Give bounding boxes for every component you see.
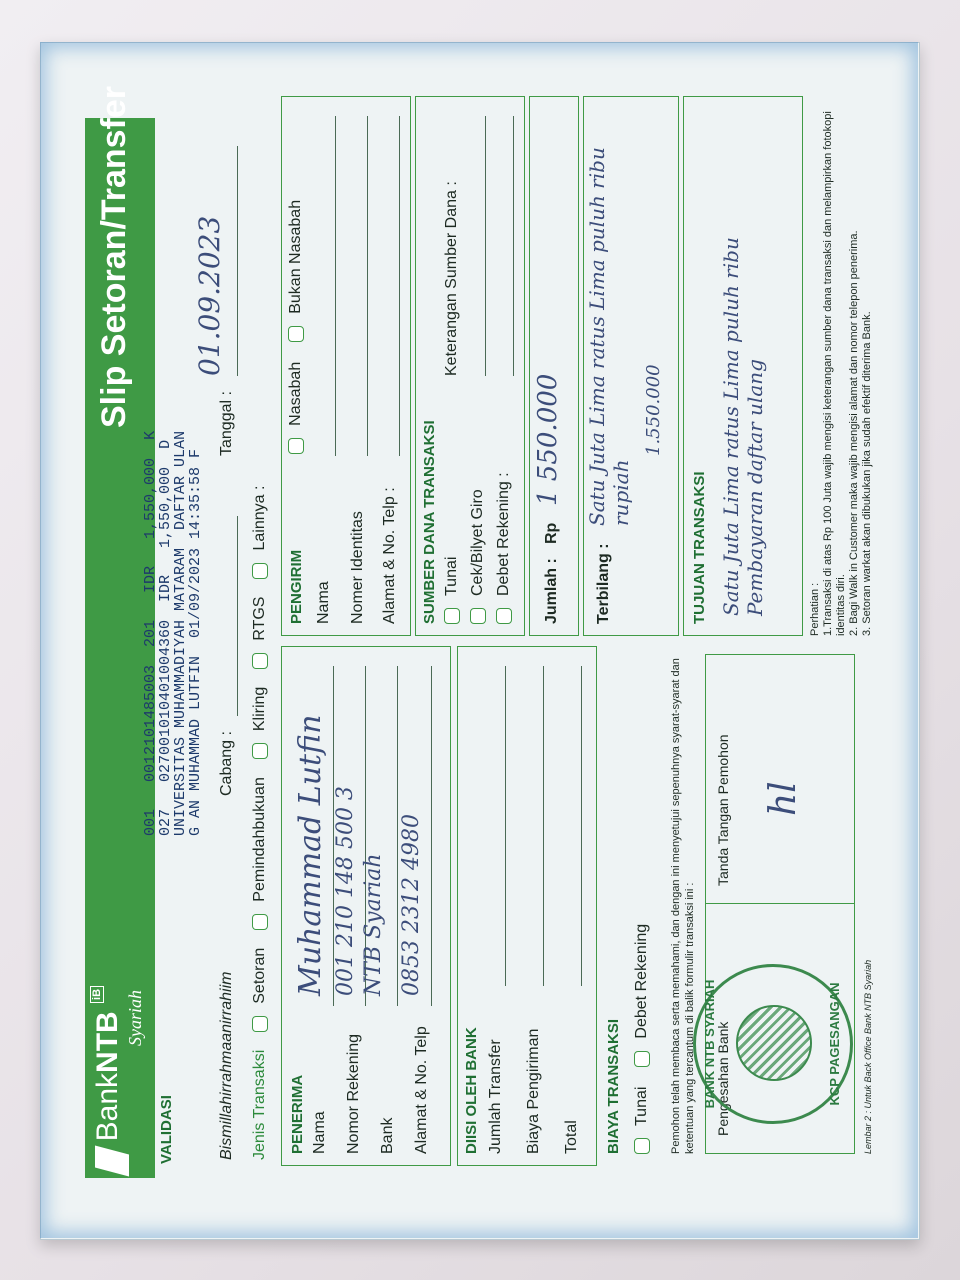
nasabah-label: Nasabah	[287, 361, 304, 426]
bank-sub: Syariah	[125, 990, 145, 1046]
biaya-debet-checkbox[interactable]	[634, 1051, 650, 1067]
tanda-tangan-label: Tanda Tangan Pemohon	[715, 734, 731, 886]
pernyataan-text: Pemohon telah membaca serta memahami, dan dengan ini menyetujui sepenuhnya syarat-syarat dan ketentuan yang tercantum di balik formulir transaksi ini :	[670, 658, 696, 1154]
perhatian-item: 1.Transaksi di atas Rp 100 Juta wajib mengisi keterangan sumber dana transaksi dan melampirkan fotokopi identitas diri.	[822, 111, 847, 636]
cabang-label: Cabang :	[218, 731, 235, 796]
line	[367, 116, 368, 456]
perhatian-item: 3. Setoran warkat akan dibukukan jika sudah efektif diterima Bank.	[861, 311, 873, 636]
pengirim-title: PENGIRIM	[287, 549, 305, 624]
line	[581, 666, 582, 986]
pengirim-identitas-label: Nomer Identitas	[349, 511, 366, 624]
penerima-rek-label: Nomor Rekening	[345, 1033, 362, 1154]
pengesahan-label: Pengesahan Bank	[715, 1021, 731, 1136]
biaya-debet-label: Debet Rekening	[633, 923, 650, 1039]
line	[543, 666, 544, 986]
line	[485, 116, 486, 376]
jumlah-label: Jumlah :	[543, 558, 560, 624]
bank-seal	[693, 964, 853, 1124]
bank-name-2: NTB	[91, 1011, 124, 1073]
perhatian-item: 2. Bagi Walk in Customer maka wajib mengisi alamat dan nomor telepon penerima.	[848, 230, 860, 636]
lainnya-label: Lainnya :	[251, 485, 268, 551]
bank-name-1: Bank	[91, 1072, 124, 1142]
sumber-dana-title: SUMBER DANA TRANSAKSI	[421, 420, 438, 624]
jenis-label: Jenis Transaksi	[251, 1049, 268, 1160]
jumlah-value: 1 550.000	[533, 373, 563, 506]
lainnya-checkbox[interactable]	[252, 563, 268, 579]
tujuan-title: TUJUAN TRANSAKSI	[691, 471, 708, 624]
line	[399, 116, 400, 456]
jumlah-transfer-label: Jumlah Transfer	[487, 1039, 504, 1154]
tunai-checkbox[interactable]	[444, 608, 460, 624]
stamp-line: 027 027001010401004360 IDR 1,550,000 D	[157, 439, 174, 836]
pengirim-alamat-label: Alamat & No. Telp :	[381, 487, 398, 624]
stamp-line: UNIVERSITAS MUHAMMADIYAH MATARAM DAFTAR ULAN	[172, 430, 189, 836]
perhatian-block	[809, 96, 874, 636]
kliring-checkbox[interactable]	[252, 743, 268, 759]
penerima-nama-value: Muhammad Lutfin	[293, 714, 328, 996]
kliring-label: Kliring	[251, 686, 268, 732]
penerima-alamat-label: Alamat & No. Telp	[413, 1026, 430, 1154]
penerima-bank-label: Bank	[379, 1117, 396, 1154]
penerima-rek-value: 001 210 148 500 3	[333, 786, 358, 996]
signature: hl	[763, 781, 804, 816]
terbilang-label: Terbilang :	[595, 543, 612, 624]
signature-divider	[705, 903, 855, 904]
pengirim-nama-label: Nama	[315, 581, 332, 624]
biaya-tunai-checkbox[interactable]	[634, 1138, 650, 1154]
stamp-line: 001 0012101485003 201 IDR 1,550,000 K	[142, 430, 159, 836]
line	[335, 116, 336, 456]
line	[513, 116, 514, 376]
penerima-title: PENERIMA	[289, 1074, 306, 1154]
terbilang-value2: 1.550.000	[643, 364, 664, 456]
pemindahbukuan-label: Pemindahbukuan	[251, 777, 268, 902]
terbilang-value: Satu Juta Lima ratus Lima puluh ribu rupiah	[585, 147, 633, 526]
pemindahbukuan-checkbox[interactable]	[252, 914, 268, 930]
keterangan-label: Keterangan Sumber Dana :	[443, 181, 460, 376]
nasabah-checkbox[interactable]	[288, 438, 304, 454]
jumlah-currency: Rp	[543, 522, 560, 544]
seal-top-text: BANK NTB SYARIAH	[702, 979, 717, 1109]
cek-label: Cek/Bilyet Giro	[469, 489, 486, 596]
stamp-line: G AN MUHAMMAD LUTFIN 01/09/2023 14:35:58 F	[187, 448, 204, 836]
diisi-bank-title: DIISI OLEH BANK	[463, 1027, 480, 1154]
biaya-pengiriman-label: Biaya Pengiriman	[525, 1028, 542, 1154]
debet-label: Debet Rekening :	[495, 472, 512, 596]
total-label: Total	[563, 1120, 580, 1154]
biaya-transaksi-title: BIAYA TRANSAKSI	[605, 1018, 622, 1154]
line	[397, 666, 398, 1006]
seal-bottom-text: KCP PAGESANGAN	[827, 982, 842, 1106]
pengirim-header	[287, 200, 305, 624]
sumber-cek	[469, 489, 487, 624]
rtgs-checkbox[interactable]	[252, 653, 268, 669]
bukan-nasabah-checkbox[interactable]	[288, 326, 304, 342]
jumlah-box	[529, 96, 579, 636]
slip-title: Slip Setoran/Transfer	[95, 86, 133, 428]
validasi-label: VALIDASI	[158, 1095, 175, 1164]
tanggal-label: Tanggal :	[218, 391, 235, 456]
tunai-label: Tunai	[443, 556, 460, 596]
biaya-transaksi-options	[633, 924, 651, 1154]
tanggal-line	[237, 146, 238, 376]
bismillah: Bismillahirrahmaanirrahiim	[218, 971, 235, 1160]
perhatian-title: Perhatian :	[809, 582, 821, 636]
jenis-transaksi-row	[251, 486, 269, 1160]
cabang-line	[237, 516, 238, 716]
setoran-label: Setoran	[251, 947, 268, 1004]
slip-form	[43, 46, 893, 1216]
footer-text: Lembar 2 : Untuk Back Office Bank NTB Syariah	[863, 959, 873, 1154]
tanggal-value: 01.09.2023	[193, 215, 226, 376]
bank-logo	[91, 986, 125, 1158]
tujuan-value: Satu Juta Lima ratus Lima puluh ribu Pembayaran daftar ulang	[719, 237, 767, 616]
setoran-checkbox[interactable]	[252, 1016, 268, 1032]
sumber-tunai	[443, 557, 461, 624]
cek-checkbox[interactable]	[470, 608, 486, 624]
validation-stamp	[143, 431, 203, 836]
debet-checkbox[interactable]	[496, 608, 512, 624]
sumber-debet	[495, 472, 513, 624]
line	[505, 666, 506, 986]
penerima-alamat-value: 0853 2312 4980	[399, 814, 424, 996]
seal-center	[736, 1005, 812, 1081]
bukan-nasabah-label: Bukan Nasabah	[287, 199, 304, 314]
penerima-bank-value: NTB Syariah	[361, 853, 386, 996]
line	[431, 666, 432, 1006]
penerima-nama-label: Nama	[311, 1111, 328, 1154]
rtgs-label: RTGS	[251, 596, 268, 641]
biaya-tunai-label: Tunai	[633, 1086, 650, 1126]
bank-badge: iB	[90, 986, 104, 1003]
